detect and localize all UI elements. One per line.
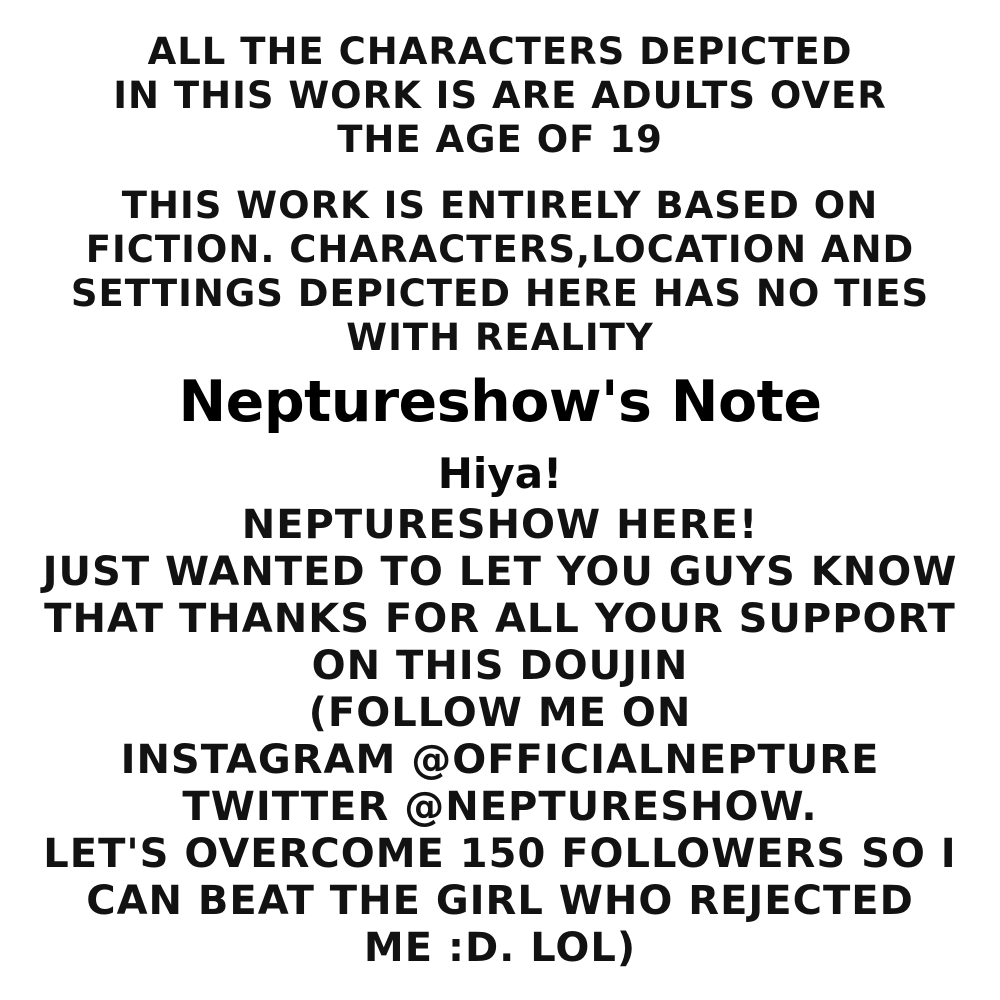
age-disclaimer <box>20 30 980 162</box>
fiction-disclaimer-line-3: SETTINGS DEPICTED HERE HAS NO TIES <box>70 272 930 315</box>
message-line-4: ON THIS DOUJIN <box>311 643 689 689</box>
message-line-10: ME :D. LOL) <box>363 925 637 971</box>
fiction-disclaimer-line-2: FICTION. CHARACTERS,LOCATION AND <box>85 228 915 271</box>
message-line-9: CAN BEAT THE GIRL WHO REJECTED <box>86 878 914 924</box>
fiction-disclaimer <box>20 184 980 360</box>
message-line-1: NEPTURESHOW HERE! <box>241 502 759 548</box>
message-line-8: LET'S OVERCOME 150 FOLLOWERS SO I <box>43 831 957 877</box>
message-line-6-instagram: INSTAGRAM @OFFICIALNEPTURE <box>120 737 880 783</box>
age-disclaimer-line-1: ALL THE CHARACTERS DEPICTED <box>147 30 853 73</box>
age-disclaimer-line-3: THE AGE OF 19 <box>337 118 663 161</box>
fiction-disclaimer-line-4: WITH REALITY <box>346 316 654 359</box>
greeting-text: Hiya! <box>437 449 563 498</box>
note-title: Neptureshow's Note <box>178 369 822 435</box>
message-line-3: THAT THANKS FOR ALL YOUR SUPPORT <box>44 596 956 642</box>
message-line-5: (FOLLOW ME ON <box>308 690 692 736</box>
author-message <box>20 502 980 972</box>
fiction-disclaimer-line-1: THIS WORK IS ENTIRELY BASED ON <box>121 184 879 227</box>
message-line-7-twitter: TWITTER @NEPTURESHOW. <box>182 784 818 830</box>
age-disclaimer-line-2: IN THIS WORK IS ARE ADULTS OVER <box>113 74 887 117</box>
message-line-2: JUST WANTED TO LET YOU GUYS KNOW <box>42 549 958 595</box>
